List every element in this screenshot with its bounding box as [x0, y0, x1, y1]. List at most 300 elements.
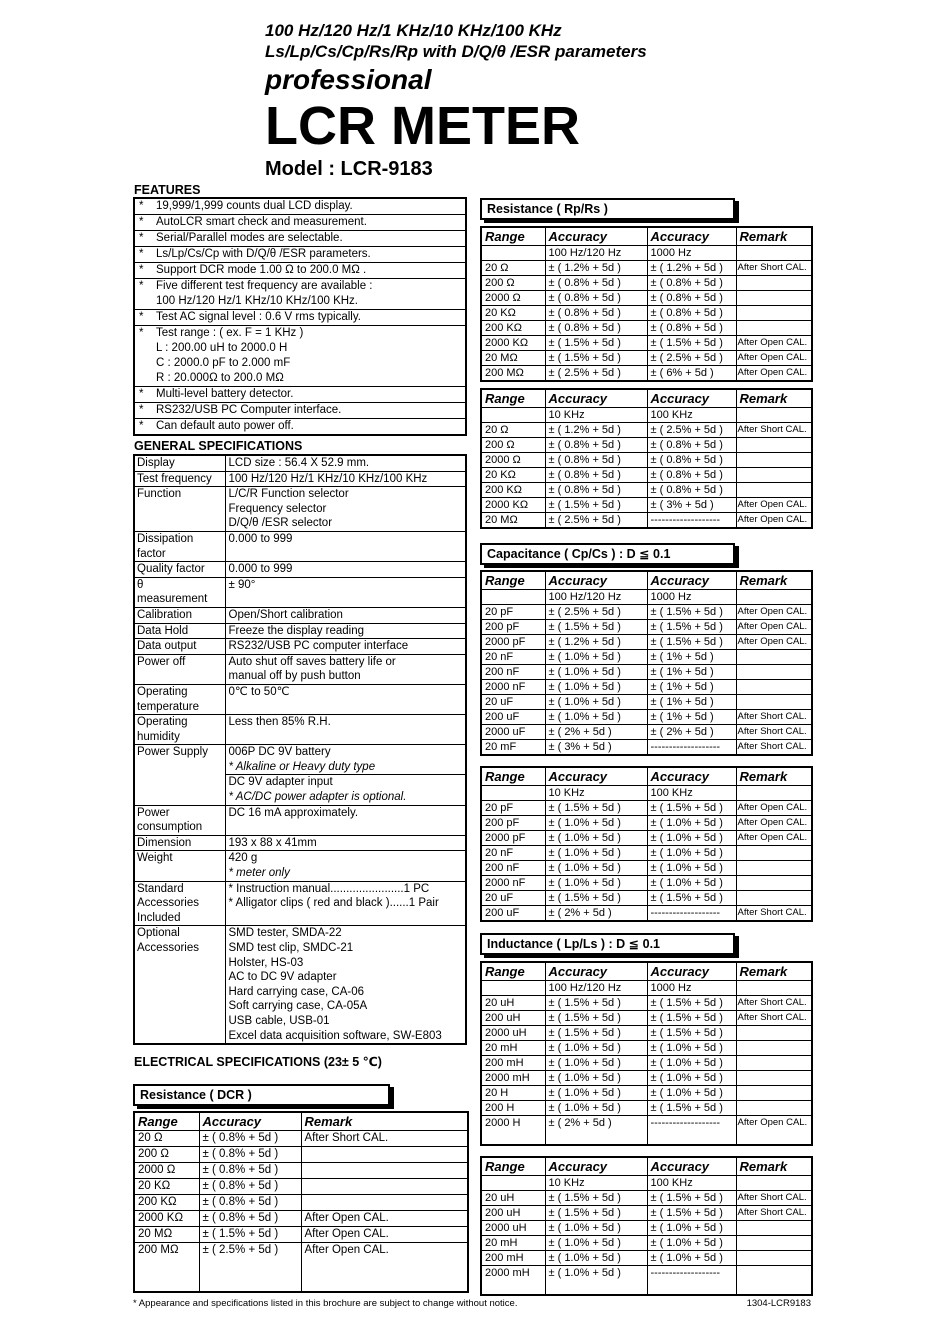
- table-cell: ± ( 1.0% + 5d ): [545, 876, 647, 891]
- table-cell: After Open CAL.: [736, 366, 812, 382]
- table-cell: After Open CAL.: [301, 1243, 468, 1293]
- table-cell: 20 mH: [481, 1041, 545, 1056]
- table-cell: ± ( 1.0% + 5d ): [545, 695, 647, 710]
- table-cell: 200 KΩ: [134, 1195, 199, 1211]
- table-row: [481, 1086, 812, 1101]
- table-cell: ± ( 1.0% + 5d ): [647, 861, 736, 876]
- spec-value-line: Hard carrying case, CA-06: [228, 985, 364, 998]
- table-cell: ± ( 1.5% + 5d ): [647, 801, 736, 816]
- table-head: [481, 571, 812, 590]
- frequency-subheader-cell: [736, 246, 812, 261]
- table-cell: [736, 483, 812, 498]
- table-cell: ± ( 1.0% + 5d ): [545, 831, 647, 846]
- inductance-section-label: Inductance ( Lp/Ls ) : D ≦ 0.1: [487, 937, 660, 951]
- table-cell: ± ( 1.0% + 5d ): [545, 1236, 647, 1251]
- table-row: [481, 1266, 812, 1296]
- spec-value-line: DC 16 mA approximately.: [228, 806, 359, 819]
- table-row: [481, 261, 812, 276]
- spec-label-line: Calibration: [137, 608, 192, 621]
- table-cell: ± ( 1.5% + 5d ): [545, 498, 647, 513]
- table-cell: After Short CAL.: [736, 710, 812, 725]
- spec-value-block: [226, 562, 466, 577]
- table-cell: [301, 1179, 468, 1195]
- table-cell: 200 Ω: [481, 438, 545, 453]
- spec-row: [134, 881, 466, 926]
- table-cell: 20 MΩ: [134, 1227, 199, 1243]
- table-row: [481, 876, 812, 891]
- table-body: [481, 1176, 812, 1296]
- spec-value-line: Freeze the display reading: [228, 624, 365, 637]
- spec-value-line: Open/Short calibration: [228, 608, 343, 621]
- table-cell: 20 KΩ: [481, 468, 545, 483]
- feature-item: [135, 231, 465, 247]
- header-row: [481, 227, 812, 246]
- table-cell: ± ( 0.8% + 5d ): [647, 321, 736, 336]
- column-header: Range: [481, 1157, 545, 1176]
- table-cell: After Open CAL.: [736, 831, 812, 846]
- feature-line: R : 20.000Ω to 200.0 MΩ: [156, 372, 284, 384]
- frequency-subheader-cell: [736, 786, 812, 801]
- spec-value-line: * Instruction manual.......................1 PC: [228, 882, 430, 895]
- bullet-star: *: [139, 216, 144, 228]
- table-cell: ± ( 1.5% + 5d ): [545, 1191, 647, 1206]
- table-row: [134, 1243, 468, 1293]
- table-cell: ± ( 1.0% + 5d ): [545, 1221, 647, 1236]
- table-cell: [736, 276, 812, 291]
- feature-line: Test AC signal level : 0.6 V rms typically.: [156, 311, 361, 323]
- table-cell: [736, 1236, 812, 1251]
- spec-label-line: Function: [137, 488, 182, 501]
- table-body: [481, 408, 812, 529]
- footer-note: * Appearance and specifications listed in this brochure are subject to change without notice.: [133, 1298, 518, 1309]
- spec-value-block: [226, 472, 466, 487]
- table-row: [481, 306, 812, 321]
- spec-row: [134, 487, 466, 532]
- spec-label-cell: [134, 639, 225, 655]
- table-row: [481, 498, 812, 513]
- spec-label-line: Power Supply: [137, 746, 208, 759]
- subheader-row: [481, 1176, 812, 1191]
- spec-label-line: Operating: [137, 685, 188, 698]
- table-row: [481, 468, 812, 483]
- spec-value-line: 193 x 88 x 41mm: [228, 836, 317, 849]
- table-cell: ± ( 2% + 5d ): [545, 1116, 647, 1146]
- spec-value-line: D/Q/θ /ESR selector: [228, 517, 333, 530]
- resistance-table-high-freq: [480, 388, 813, 529]
- spec-value-line: SMD tester, SMDA-22: [228, 927, 342, 940]
- bullet-star: *: [139, 388, 144, 400]
- spec-value-cell: [225, 577, 466, 607]
- column-header: Range: [481, 571, 545, 590]
- table-cell: After Open CAL.: [736, 498, 812, 513]
- table-cell: ± ( 1% + 5d ): [647, 650, 736, 665]
- frequency-subheader-cell: 1000 Hz: [647, 981, 736, 996]
- table-cell: ± ( 1.5% + 5d ): [545, 620, 647, 635]
- spec-value-line: 420 g: [228, 852, 258, 865]
- table-head: [481, 227, 812, 246]
- frequency-subheader-cell: [481, 981, 545, 996]
- table-row: [481, 620, 812, 635]
- table-cell: 20 nF: [481, 650, 545, 665]
- spec-label-cell: [134, 805, 225, 835]
- spec-label-line: humidity: [137, 730, 180, 743]
- table-cell: ± ( 1.0% + 5d ): [647, 1221, 736, 1236]
- feature-line: 100 Hz/120 Hz/1 KHz/10 KHz/100 KHz.: [156, 295, 358, 307]
- table-cell: 2000 Ω: [481, 453, 545, 468]
- frequency-subheader-cell: 100 Hz/120 Hz: [545, 590, 647, 605]
- table-cell: ± ( 1.5% + 5d ): [545, 996, 647, 1011]
- spec-row: [134, 745, 466, 805]
- subtitle-parameters: Ls/Lp/Cs/Cp/Rs/Rp with D/Q/θ /ESR parameters: [265, 42, 647, 61]
- table-cell: 20 nF: [481, 846, 545, 861]
- spec-label-cell: [134, 715, 225, 745]
- table-cell: 20 pF: [481, 605, 545, 620]
- spec-label-line: Operating: [137, 716, 188, 729]
- table-cell: ± ( 0.8% + 5d ): [545, 321, 647, 336]
- spec-value-cell: [225, 607, 466, 623]
- frequency-subheader-cell: 100 KHz: [647, 786, 736, 801]
- spec-label-line: Power: [137, 806, 170, 819]
- spec-label-line: Power off: [137, 655, 186, 668]
- inductance-section-title: [480, 933, 735, 955]
- table-cell: [736, 321, 812, 336]
- column-header: Accuracy: [545, 571, 647, 590]
- spec-value-cell: [225, 805, 466, 835]
- footer-code: 1304-LCR9183: [746, 1298, 811, 1309]
- spec-value-block: [226, 685, 466, 700]
- table-row: [481, 438, 812, 453]
- table-cell: 200 Ω: [134, 1147, 199, 1163]
- spec-label-line: Accessories: [137, 942, 199, 954]
- frequency-subheader-cell: 1000 Hz: [647, 590, 736, 605]
- table-row: [481, 513, 812, 529]
- feature-line: 19,999/1,999 counts dual LCD display.: [156, 200, 353, 212]
- table-row: [481, 710, 812, 725]
- table-body: [481, 246, 812, 382]
- table-cell: ± ( 3% + 5d ): [545, 740, 647, 756]
- table-cell: ± ( 1.5% + 5d ): [545, 1011, 647, 1026]
- table-cell: -------------------: [647, 906, 736, 922]
- table-cell: ± ( 2% + 5d ): [647, 725, 736, 740]
- table-cell: ± ( 2.5% + 5d ): [647, 423, 736, 438]
- spec-label-line: θ: [137, 578, 144, 591]
- column-header: Remark: [736, 227, 812, 246]
- table-cell: After Open CAL.: [736, 351, 812, 366]
- table-body: [481, 786, 812, 922]
- table-row: [481, 725, 812, 740]
- column-header: Range: [134, 1112, 199, 1131]
- table-cell: 20 KΩ: [134, 1179, 199, 1195]
- table-row: [481, 1071, 812, 1086]
- spec-value-block: [226, 487, 466, 531]
- spec-value-line: Less then 85% R.H.: [228, 716, 331, 729]
- table-cell: ± ( 0.8% + 5d ): [199, 1163, 301, 1179]
- table-row: [481, 891, 812, 906]
- spec-label-line: measurement: [137, 593, 208, 606]
- column-header: Accuracy: [545, 227, 647, 246]
- table-row: [481, 483, 812, 498]
- feature-line: Serial/Parallel modes are selectable.: [156, 232, 343, 244]
- feature-line: RS232/USB PC Computer interface.: [156, 404, 342, 416]
- table-row: [481, 423, 812, 438]
- feature-item: [135, 279, 465, 310]
- table-cell: 200 uF: [481, 710, 545, 725]
- table-row: [134, 1131, 468, 1147]
- spec-label-line: consumption: [137, 821, 203, 834]
- bullet-star: *: [139, 327, 144, 339]
- table-cell: [736, 1071, 812, 1086]
- spec-value-line: 006P DC 9V battery: [228, 746, 331, 759]
- spec-row: [134, 577, 466, 607]
- feature-item: [135, 215, 465, 231]
- table-cell: ± ( 1.5% + 5d ): [647, 1191, 736, 1206]
- subtitle-professional: professional: [265, 64, 432, 95]
- spec-value-cell: [225, 926, 466, 1044]
- spec-value-line: manual off by push button: [228, 670, 361, 683]
- column-header: Accuracy: [545, 1157, 647, 1176]
- table-cell: ± ( 1.0% + 5d ): [647, 1056, 736, 1071]
- table-cell: 2000 pF: [481, 635, 545, 650]
- table-cell: 200 MΩ: [481, 366, 545, 382]
- table-cell: After Short CAL.: [301, 1131, 468, 1147]
- table-cell: [301, 1147, 468, 1163]
- spec-label-line: factor: [137, 547, 166, 560]
- table-cell: ± ( 1.0% + 5d ): [647, 1236, 736, 1251]
- spec-value-cell: [225, 531, 466, 561]
- bullet-star: *: [139, 232, 144, 244]
- table-cell: [736, 650, 812, 665]
- table-row: [134, 1195, 468, 1211]
- table-cell: ± ( 1.2% + 5d ): [647, 261, 736, 276]
- features-heading: FEATURES: [134, 183, 201, 197]
- table-cell: ± ( 1.0% + 5d ): [545, 650, 647, 665]
- feature-text: [156, 310, 465, 325]
- header-row: [134, 1112, 468, 1131]
- feature-line: Multi-level battery detector.: [156, 388, 294, 400]
- spec-value-line: Holster, HS-03: [228, 956, 304, 969]
- capacitance-section-title: [480, 543, 735, 565]
- table-cell: ± ( 2.5% + 5d ): [545, 605, 647, 620]
- header-row: [481, 571, 812, 590]
- column-header: Accuracy: [199, 1112, 301, 1131]
- feature-item: [135, 310, 465, 326]
- table-cell: [301, 1195, 468, 1211]
- column-header: Accuracy: [545, 962, 647, 981]
- feature-text: [156, 387, 465, 402]
- spec-row: [134, 715, 466, 745]
- spec-row: [134, 835, 466, 851]
- resistance-section-label: Resistance ( Rp/Rs ): [487, 202, 608, 216]
- table-cell: ± ( 1.0% + 5d ): [647, 831, 736, 846]
- table-cell: [736, 306, 812, 321]
- spec-value-line: LCD size : 56.4 X 52.9 mm.: [228, 457, 370, 469]
- table-cell: ± ( 1.0% + 5d ): [545, 861, 647, 876]
- table-cell: ± ( 0.8% + 5d ): [545, 276, 647, 291]
- frequency-subheader-cell: [481, 1176, 545, 1191]
- spec-row: [134, 531, 466, 561]
- table-cell: After Open CAL.: [301, 1227, 468, 1243]
- table-cell: 2000 uH: [481, 1221, 545, 1236]
- table-cell: After Open CAL.: [736, 1116, 812, 1146]
- spec-label-cell: [134, 654, 225, 684]
- table-cell: ± ( 1.0% + 5d ): [545, 1101, 647, 1116]
- frequency-subheader-cell: [736, 590, 812, 605]
- feature-line: Five different test frequency are available :: [156, 280, 373, 292]
- table-cell: 200 mH: [481, 1056, 545, 1071]
- header-row: [481, 389, 812, 408]
- table-row: [481, 1056, 812, 1071]
- table-cell: ± ( 0.8% + 5d ): [647, 306, 736, 321]
- spec-value-block: [226, 639, 466, 654]
- spec-value-line: * Alligator clips ( red and black )......1 Pair: [228, 897, 439, 910]
- spec-value-block: [226, 836, 466, 851]
- table-row: [481, 1206, 812, 1221]
- spec-value-line: 0.000 to 999: [228, 563, 293, 576]
- feature-item: [135, 263, 465, 279]
- table-cell: ± ( 1.5% + 5d ): [647, 336, 736, 351]
- table-row: [481, 816, 812, 831]
- table-cell: ± ( 0.8% + 5d ): [199, 1211, 301, 1227]
- product-title: LCR METER: [265, 96, 580, 156]
- table-cell: 20 Ω: [481, 423, 545, 438]
- spec-value-cell: [225, 835, 466, 851]
- table-cell: 200 KΩ: [481, 321, 545, 336]
- table-cell: After Open CAL.: [736, 635, 812, 650]
- dcr-table: [133, 1111, 469, 1293]
- spec-label-cell: [134, 531, 225, 561]
- table-cell: After Short CAL.: [736, 1011, 812, 1026]
- table-cell: ± ( 1.0% + 5d ): [647, 876, 736, 891]
- bullet-star: *: [139, 248, 144, 260]
- table-row: [481, 906, 812, 922]
- table-cell: [736, 453, 812, 468]
- spec-label-cell: [134, 607, 225, 623]
- table-cell: ± ( 1.5% + 5d ): [647, 635, 736, 650]
- spec-row: [134, 926, 466, 1044]
- feature-text: [156, 279, 465, 309]
- table-cell: ± ( 1.5% + 5d ): [545, 336, 647, 351]
- spec-row: [134, 805, 466, 835]
- spec-value-line: ± 90°: [228, 578, 256, 591]
- table-cell: ± ( 1.0% + 5d ): [545, 1056, 647, 1071]
- table-row: [481, 831, 812, 846]
- header-row: [481, 767, 812, 786]
- table-row: [481, 351, 812, 366]
- spec-label-line: Included: [137, 911, 181, 924]
- table-cell: [301, 1163, 468, 1179]
- table-cell: 2000 KΩ: [134, 1211, 199, 1227]
- table-cell: 20 uH: [481, 1191, 545, 1206]
- table-cell: ± ( 1.5% + 5d ): [545, 1026, 647, 1041]
- spec-value-block: [226, 774, 466, 804]
- table-cell: [736, 680, 812, 695]
- table-cell: ± ( 1.0% + 5d ): [647, 846, 736, 861]
- column-header: Accuracy: [647, 962, 736, 981]
- table-cell: After Open CAL.: [736, 816, 812, 831]
- spec-value-block: [226, 806, 466, 821]
- table-cell: 20 Ω: [481, 261, 545, 276]
- model-number: Model : LCR-9183: [265, 158, 433, 180]
- table-cell: ± ( 1% + 5d ): [647, 680, 736, 695]
- spec-value-line: * Alkaline or Heavy duty type: [228, 760, 376, 773]
- spec-value-block: [226, 578, 466, 593]
- spec-label-cell: [134, 926, 225, 1044]
- spec-row: [134, 623, 466, 639]
- column-header: Remark: [736, 1157, 812, 1176]
- table-cell: ± ( 1.0% + 5d ): [545, 816, 647, 831]
- feature-text: [156, 247, 465, 262]
- spec-label-cell: [134, 623, 225, 639]
- table-head: [481, 767, 812, 786]
- table-cell: ± ( 1.5% + 5d ): [647, 996, 736, 1011]
- table-cell: 2000 H: [481, 1116, 545, 1146]
- table-cell: [736, 1086, 812, 1101]
- table-cell: ± ( 1.5% + 5d ): [647, 605, 736, 620]
- table-row: [481, 801, 812, 816]
- table-cell: After Open CAL.: [736, 801, 812, 816]
- frequency-subheader-cell: [481, 408, 545, 423]
- table-cell: ± ( 2% + 5d ): [545, 725, 647, 740]
- table-cell: 20 MΩ: [481, 513, 545, 529]
- spec-value-block: [226, 851, 466, 880]
- frequency-subheader-cell: 10 KHz: [545, 408, 647, 423]
- spec-label-cell: [134, 745, 225, 805]
- spec-label-cell: [134, 577, 225, 607]
- table-cell: ± ( 1.0% + 5d ): [545, 665, 647, 680]
- table-row: [481, 605, 812, 620]
- spec-value-cell: [225, 471, 466, 487]
- table-cell: After Open CAL.: [736, 513, 812, 529]
- feature-line: C : 2000.0 pF to 2.000 mF: [156, 357, 291, 369]
- table-cell: [736, 1101, 812, 1116]
- table-cell: ± ( 1.5% + 5d ): [199, 1227, 301, 1243]
- column-header: Accuracy: [647, 1157, 736, 1176]
- table-cell: ± ( 1% + 5d ): [647, 710, 736, 725]
- spec-label-cell: [134, 471, 225, 487]
- spec-label-cell: [134, 455, 225, 471]
- table-cell: -------------------: [647, 1116, 736, 1146]
- spec-row: [134, 562, 466, 578]
- table-row: [481, 635, 812, 650]
- feature-line: Test range : ( ex. F = 1 KHz ): [156, 327, 304, 339]
- table-row: [481, 740, 812, 756]
- table-cell: 2000 nF: [481, 876, 545, 891]
- spec-value-cell: [225, 654, 466, 684]
- table-cell: ± ( 1.5% + 5d ): [647, 1011, 736, 1026]
- table-cell: ± ( 1.0% + 5d ): [647, 1251, 736, 1266]
- spec-label-line: temperature: [137, 700, 200, 713]
- spec-value-line: 100 Hz/120 Hz/1 KHz/10 KHz/100 KHz: [228, 472, 428, 485]
- table-row: [481, 453, 812, 468]
- resistance-table-low-freq: [480, 226, 813, 382]
- column-header: Remark: [301, 1112, 468, 1131]
- table-cell: After Open CAL.: [301, 1211, 468, 1227]
- spec-label-line: Test frequency: [137, 472, 212, 485]
- table-cell: ± ( 0.8% + 5d ): [647, 468, 736, 483]
- table-row: [481, 1116, 812, 1146]
- table-cell: [736, 665, 812, 680]
- table-cell: [736, 846, 812, 861]
- column-header: Accuracy: [647, 227, 736, 246]
- bullet-star: *: [139, 420, 144, 432]
- spec-value-cell: [225, 881, 466, 926]
- table-cell: ± ( 1.0% + 5d ): [545, 1071, 647, 1086]
- spec-row: [134, 471, 466, 487]
- table-cell: 2000 KΩ: [481, 336, 545, 351]
- table-cell: 2000 mH: [481, 1266, 545, 1296]
- feature-item: [135, 199, 465, 215]
- subtitle-frequencies: 100 Hz/120 Hz/1 KHz/10 KHz/100 KHz: [265, 21, 562, 40]
